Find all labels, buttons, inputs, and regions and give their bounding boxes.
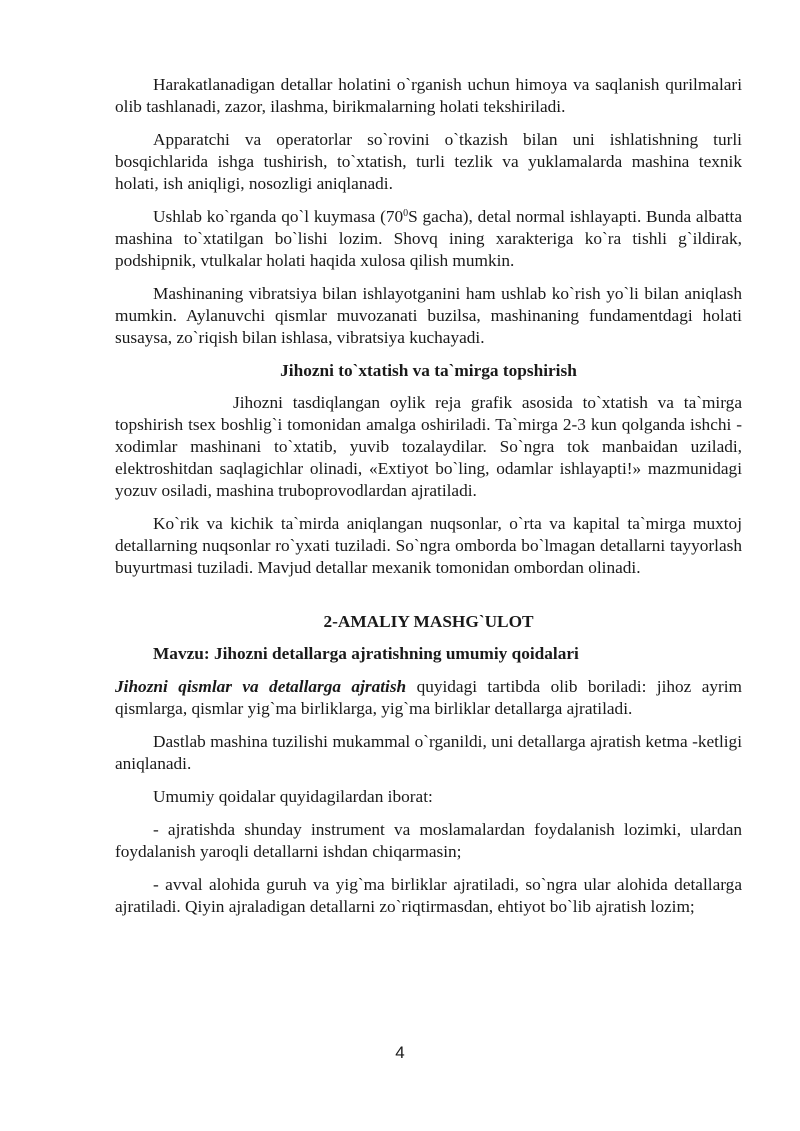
lesson-title: 2-AMALIY MASHG`ULOT	[323, 612, 534, 631]
paragraph: Mashinaning vibratsiya bilan ishlayotganini ham ushlab ko`rish yo`li bilan aniqlash mumkin. Aylanuvchi qismlar muvozanati buzilsa, mashinaning fundamentdagi holati susaysa, zo`riqish bilan ishlasa, vibratsiya kuchayadi.	[115, 284, 742, 347]
paragraph: Jihozni tasdiqlangan oylik reja grafik asosida to`xtatish va ta`mirga topshirish tsex boshlig`i tomonidan amalga oshiriladi. Ta`mirga 2-3 kun qolganda ishchi - xodimlar mashinani to`xtatib, yuvib tozalaydilar. So`ngra tok manbaidan uziladi, elektroshitdan saqlagichlar olinadi, «Extiyot bo`ling, odamlar ishlayapti!» mazmunidagi yozuv osiladi, mashina truboprovodlardan ajratiladi.	[115, 393, 742, 500]
superscript: 0	[403, 208, 409, 219]
text-run: quyidagi tartibda olib boriladi: jihoz ayrim qismlarga, qismlar yig`ma birliklarga, yig`ma birliklar detallarga ajratiladi.	[115, 677, 743, 718]
text-run: Ushlab ko`rganda qo`l kuymasa (70	[153, 207, 404, 226]
paragraph	[115, 206, 742, 272]
section-heading: Jihozni to`xtatish va ta`mirga topshirish	[280, 361, 577, 380]
paragraph: Ko`rik va kichik ta`mirda aniqlangan nuqsonlar, o`rta va kapital ta`mirga muxtoj detallarning nuqsonlar ro`yxati tuziladi. So`ngra omborda bo`lmagan detallarni tayyorlash buyurtmasi tuziladi. Mavjud detallar mexanik tomonidan ombordan olinadi.	[115, 514, 742, 577]
topic-heading: Mavzu: Jihozni detallarga ajratishning umumiy qoidalari	[153, 644, 579, 663]
paragraph: Dastlab mashina tuzilishi mukammal o`rganildi, uni detallarga ajratish ketma -ketligi aniqlanadi.	[115, 732, 742, 773]
list-item: - ajratishda shunday instrument va moslamalardan foydalanish lozimki, ulardan foydalanish yaroqli detallarni ishdan chiqarmasin;	[115, 820, 742, 861]
emphasized-term: Jihozni qismlar va detallarga ajratish	[115, 677, 407, 696]
list-item: - avval alohida guruh va yig`ma birliklar ajratiladi, so`ngra ular alohida detallarga ajratiladi. Qiyin ajraladigan detallarni zo`riqtirmasdan, ehtiyot bo`lib ajratish lozim;	[115, 875, 742, 916]
text-run: S gacha), detal normal ishlayapti. Bunda albatta mashina to`xtatilgan bo`lishi lozim. Shovq ining xarakteriga ko`ra tishli g`ildirak, podshipnik, vtulkalar holati haqida xulosa qilish mumkin.	[115, 207, 742, 270]
paragraph: Harakatlanadigan detallar holatini o`rganish uchun himoya va saqlanish qurilmalari olib tashlanadi, zazor, ilashma, birikmalarning holati tekshiriladi.	[115, 75, 742, 116]
paragraph: Apparatchi va operatorlar so`rovini o`tkazish bilan uni ishlatishning turli bosqichlarida ishga tushirish, to`xtatish, turli tezlik va yuklamalarda mashina texnik holati, ish aniqligi, nosozligi aniqlanadi.	[115, 130, 742, 193]
page-number: 4	[395, 1043, 405, 1062]
paragraph: Umumiy qoidalar quyidagilardan iborat:	[153, 787, 433, 806]
document-page	[115, 74, 742, 929]
paragraph	[115, 676, 742, 720]
